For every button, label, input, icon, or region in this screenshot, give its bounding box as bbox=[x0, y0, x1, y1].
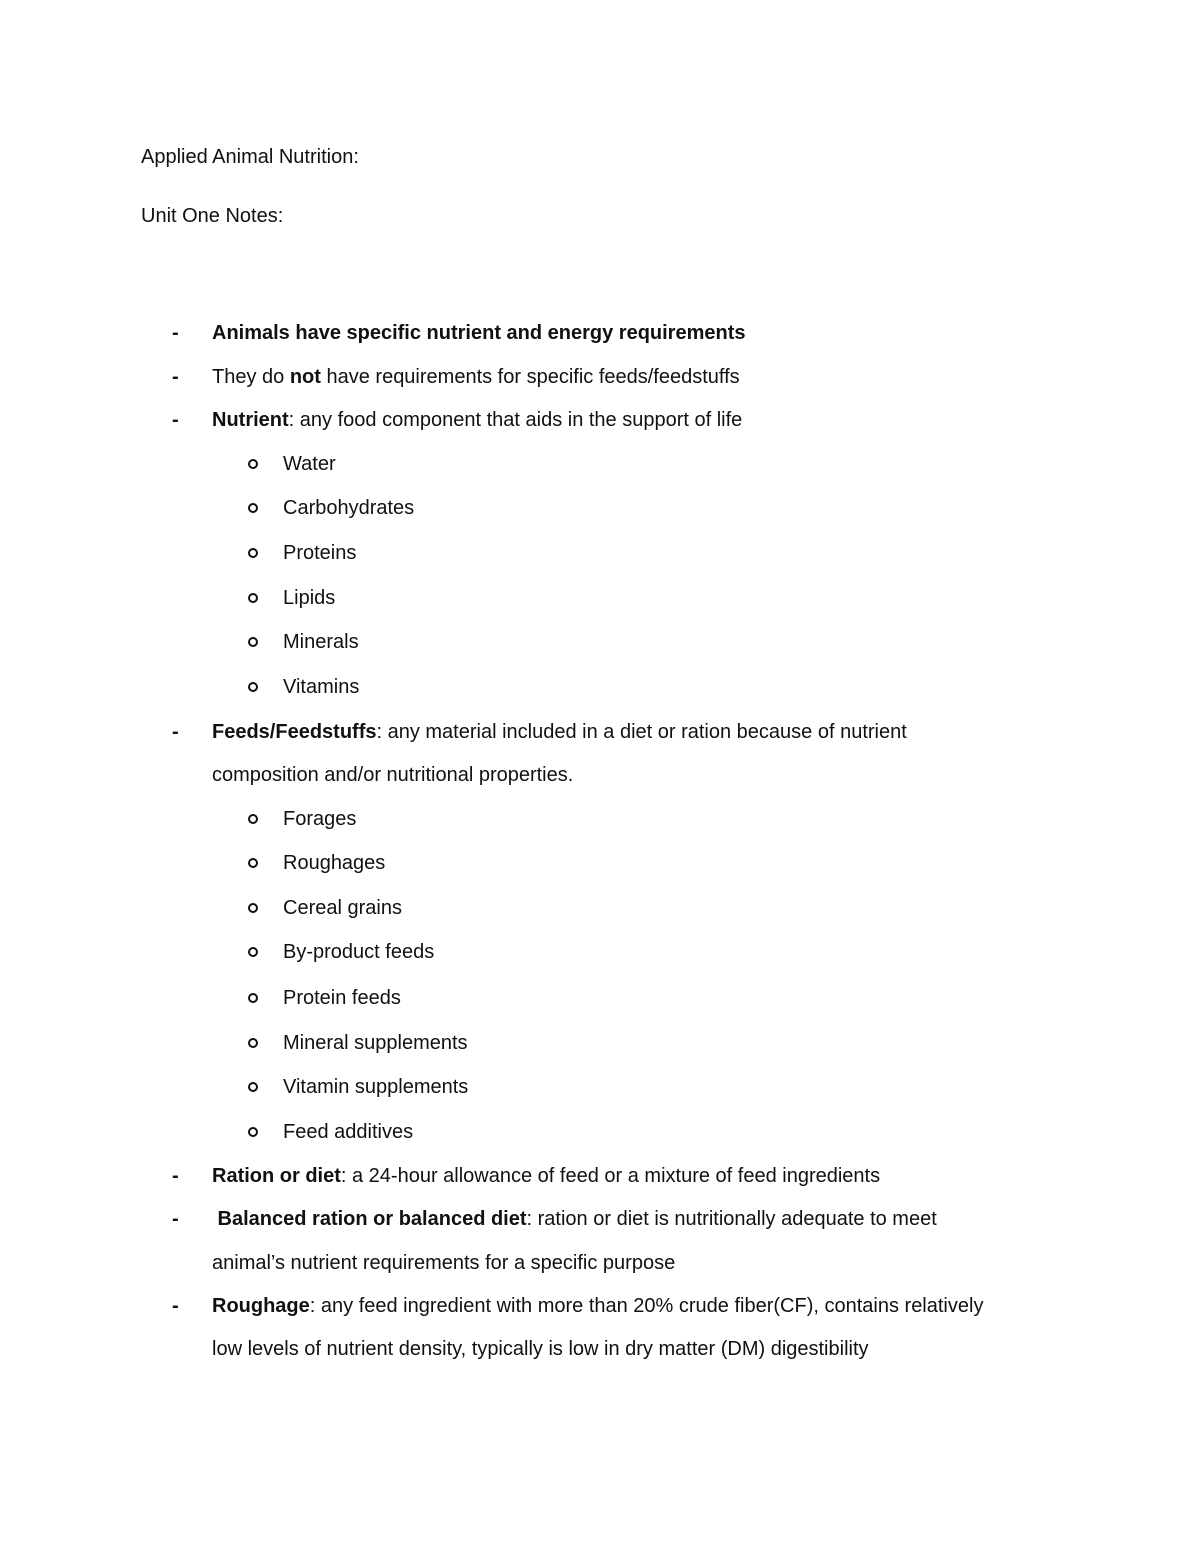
circle-bullet-icon bbox=[248, 903, 258, 913]
sublist-item: By-product feeds bbox=[283, 941, 435, 963]
dash-bullet: - bbox=[172, 366, 179, 388]
sublist-item: Vitamin supplements bbox=[283, 1076, 469, 1098]
document-subtitle: Unit One Notes: bbox=[141, 205, 284, 227]
circle-bullet-icon bbox=[248, 1082, 258, 1092]
term-definition: : any food component that aids in the support of life bbox=[288, 409, 743, 431]
dash-bullet: - bbox=[172, 1165, 179, 1187]
item-bold-text: Animals have specific nutrient and energy requirements bbox=[212, 322, 746, 344]
circle-bullet-icon bbox=[248, 858, 258, 868]
circle-bullet-icon bbox=[248, 459, 258, 469]
sublist-item: Forages bbox=[283, 808, 357, 830]
circle-bullet-icon bbox=[248, 1127, 258, 1137]
list-item-balanced-ration bbox=[212, 1207, 937, 1231]
dash-bullet: - bbox=[172, 1208, 179, 1230]
sublist-item: Carbohydrates bbox=[283, 497, 415, 519]
sublist-item: Lipids bbox=[283, 587, 336, 609]
circle-bullet-icon bbox=[248, 682, 258, 692]
circle-bullet-icon bbox=[248, 814, 258, 824]
list-item-requirements bbox=[212, 321, 746, 345]
circle-bullet-icon bbox=[248, 947, 258, 957]
term-label: Roughage bbox=[212, 1295, 310, 1317]
term-label: Feeds/Feedstuffs bbox=[212, 721, 377, 743]
item-text: have requirements for specific feeds/feedstuffs bbox=[320, 366, 740, 388]
sublist-item: Water bbox=[283, 453, 336, 475]
document-title: Applied Animal Nutrition: bbox=[141, 146, 359, 168]
circle-bullet-icon bbox=[248, 993, 258, 1003]
list-item-feeds bbox=[212, 720, 907, 744]
sublist-item: Feed additives bbox=[283, 1121, 414, 1143]
sublist-item: Vitamins bbox=[283, 676, 360, 698]
term-definition: : a 24-hour allowance of feed or a mixture of feed ingredients bbox=[340, 1165, 881, 1187]
list-item-ration bbox=[212, 1164, 880, 1188]
term-label: Ration or diet bbox=[212, 1165, 341, 1187]
dash-bullet: - bbox=[172, 409, 179, 431]
dash-bullet: - bbox=[172, 322, 179, 344]
dash-bullet: - bbox=[172, 721, 179, 743]
sublist-item: Minerals bbox=[283, 631, 359, 653]
list-item-roughage bbox=[212, 1294, 983, 1318]
item-text: They do bbox=[212, 366, 290, 388]
term-definition: : any material included in a diet or ration because of nutrient bbox=[376, 721, 907, 743]
sublist-item: Mineral supplements bbox=[283, 1032, 468, 1054]
sublist-item: Proteins bbox=[283, 542, 357, 564]
circle-bullet-icon bbox=[248, 593, 258, 603]
circle-bullet-icon bbox=[248, 503, 258, 513]
circle-bullet-icon bbox=[248, 548, 258, 558]
list-item-balanced-ration-continued: animal’s nutrient requirements for a specific purpose bbox=[212, 1252, 676, 1274]
term-definition: : ration or diet is nutritionally adequate to meet bbox=[526, 1208, 937, 1230]
list-item-nutrient bbox=[212, 408, 742, 432]
sublist-item: Roughages bbox=[283, 852, 386, 874]
list-item-no-specific-feeds bbox=[212, 365, 740, 389]
term-label: Balanced ration or balanced diet bbox=[212, 1208, 527, 1230]
sublist-item: Protein feeds bbox=[283, 987, 401, 1009]
term-label: Nutrient bbox=[212, 409, 289, 431]
dash-bullet: - bbox=[172, 1295, 179, 1317]
circle-bullet-icon bbox=[248, 1038, 258, 1048]
circle-bullet-icon bbox=[248, 637, 258, 647]
list-item-feeds-continued: composition and/or nutritional properties. bbox=[212, 764, 574, 786]
sublist-item: Cereal grains bbox=[283, 897, 402, 919]
term-definition: : any feed ingredient with more than 20% crude fiber(CF), contains relatively bbox=[309, 1295, 984, 1317]
item-bold-text: not bbox=[289, 366, 321, 388]
list-item-roughage-continued: low levels of nutrient density, typically is low in dry matter (DM) digestibility bbox=[212, 1338, 869, 1360]
